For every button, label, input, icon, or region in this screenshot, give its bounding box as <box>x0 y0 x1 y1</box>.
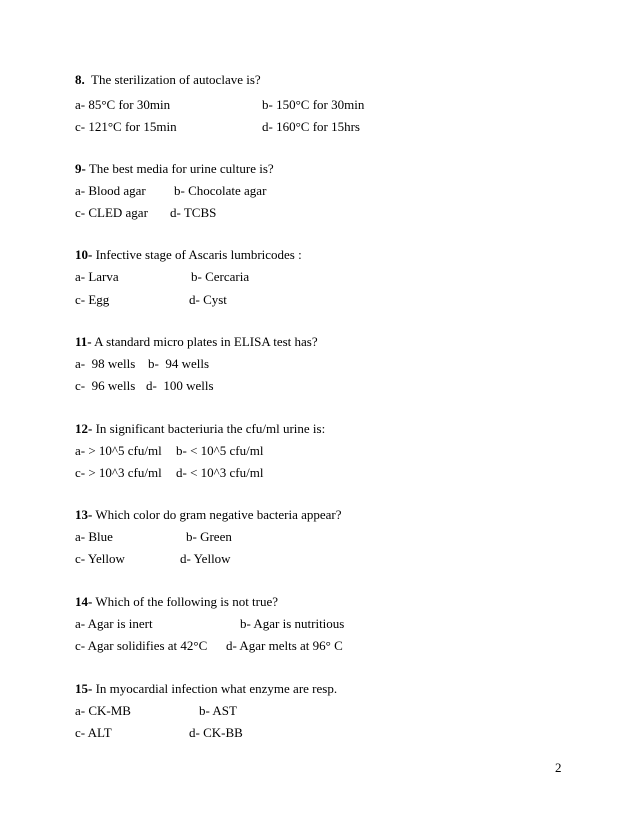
option-b: b- 150°C for 30min <box>262 97 365 112</box>
option-b: b- Cercaria <box>191 269 250 284</box>
option-a: a- CK-MB <box>75 703 131 718</box>
question-number: 15- <box>75 681 93 696</box>
question-text: The sterilization of autoclave is? <box>84 72 261 87</box>
option-d: d- TCBS <box>170 205 217 220</box>
question-8 <box>75 72 261 88</box>
question-number: 9- <box>75 161 86 176</box>
option-c: c- 121°C for 15min <box>75 119 177 134</box>
option-b: b- Chocolate agar <box>174 183 267 198</box>
question-text: A standard micro plates in ELISA test has? <box>91 334 318 349</box>
option-c: c- CLED agar <box>75 205 148 220</box>
question-number: 10- <box>75 247 93 262</box>
question-10 <box>75 247 302 263</box>
page-number: 2 <box>555 760 562 775</box>
question-number: 11- <box>75 334 92 349</box>
option-c: c- > 10^3 cfu/ml <box>75 465 162 480</box>
option-b: b- 94 wells <box>148 356 210 371</box>
option-d: d- Agar melts at 96° C <box>226 638 343 653</box>
question-text: Infective stage of Ascaris lumbricodes : <box>92 247 302 262</box>
option-b: b- < 10^5 cfu/ml <box>176 443 264 458</box>
option-c: c- 96 wells <box>75 378 136 393</box>
option-c: c- Egg <box>75 292 110 307</box>
question-13 <box>75 507 342 523</box>
option-d: d- Yellow <box>180 551 231 566</box>
question-text: In significant bacteriuria the cfu/ml urine is: <box>92 421 326 436</box>
option-a: a- Blood agar <box>75 183 146 198</box>
option-b: b- Green <box>186 529 232 544</box>
option-b: b- Agar is nutritious <box>240 616 345 631</box>
option-d: d- 100 wells <box>146 378 214 393</box>
option-a: a- Larva <box>75 269 119 284</box>
option-a: a- Agar is inert <box>75 616 153 631</box>
option-a: a- Blue <box>75 529 113 544</box>
option-a: a- 98 wells <box>75 356 136 371</box>
question-12 <box>75 421 325 437</box>
question-text: In myocardial infection what enzyme are resp. <box>92 681 338 696</box>
question-text: The best media for urine culture is? <box>85 161 274 176</box>
option-d: d- Cyst <box>189 292 227 307</box>
question-15 <box>75 681 337 697</box>
question-11 <box>75 334 318 350</box>
question-number: 12- <box>75 421 93 436</box>
option-c: c- Yellow <box>75 551 125 566</box>
option-c: c- Agar solidifies at 42°C <box>75 638 208 653</box>
option-b: b- AST <box>199 703 237 718</box>
option-a: a- 85°C for 30min <box>75 97 171 112</box>
question-9 <box>75 161 274 177</box>
question-text: Which of the following is not true? <box>92 594 279 609</box>
option-a: a- > 10^5 cfu/ml <box>75 443 162 458</box>
question-14 <box>75 594 278 610</box>
option-c: c- ALT <box>75 725 112 740</box>
question-number: 14- <box>75 594 93 609</box>
option-d: d- < 10^3 cfu/ml <box>176 465 264 480</box>
option-d: d- 160°C for 15hrs <box>262 119 360 134</box>
question-number: 13- <box>75 507 93 522</box>
question-text: Which color do gram negative bacteria appear? <box>92 507 342 522</box>
option-d: d- CK-BB <box>189 725 243 740</box>
question-number: 8. <box>75 72 85 87</box>
